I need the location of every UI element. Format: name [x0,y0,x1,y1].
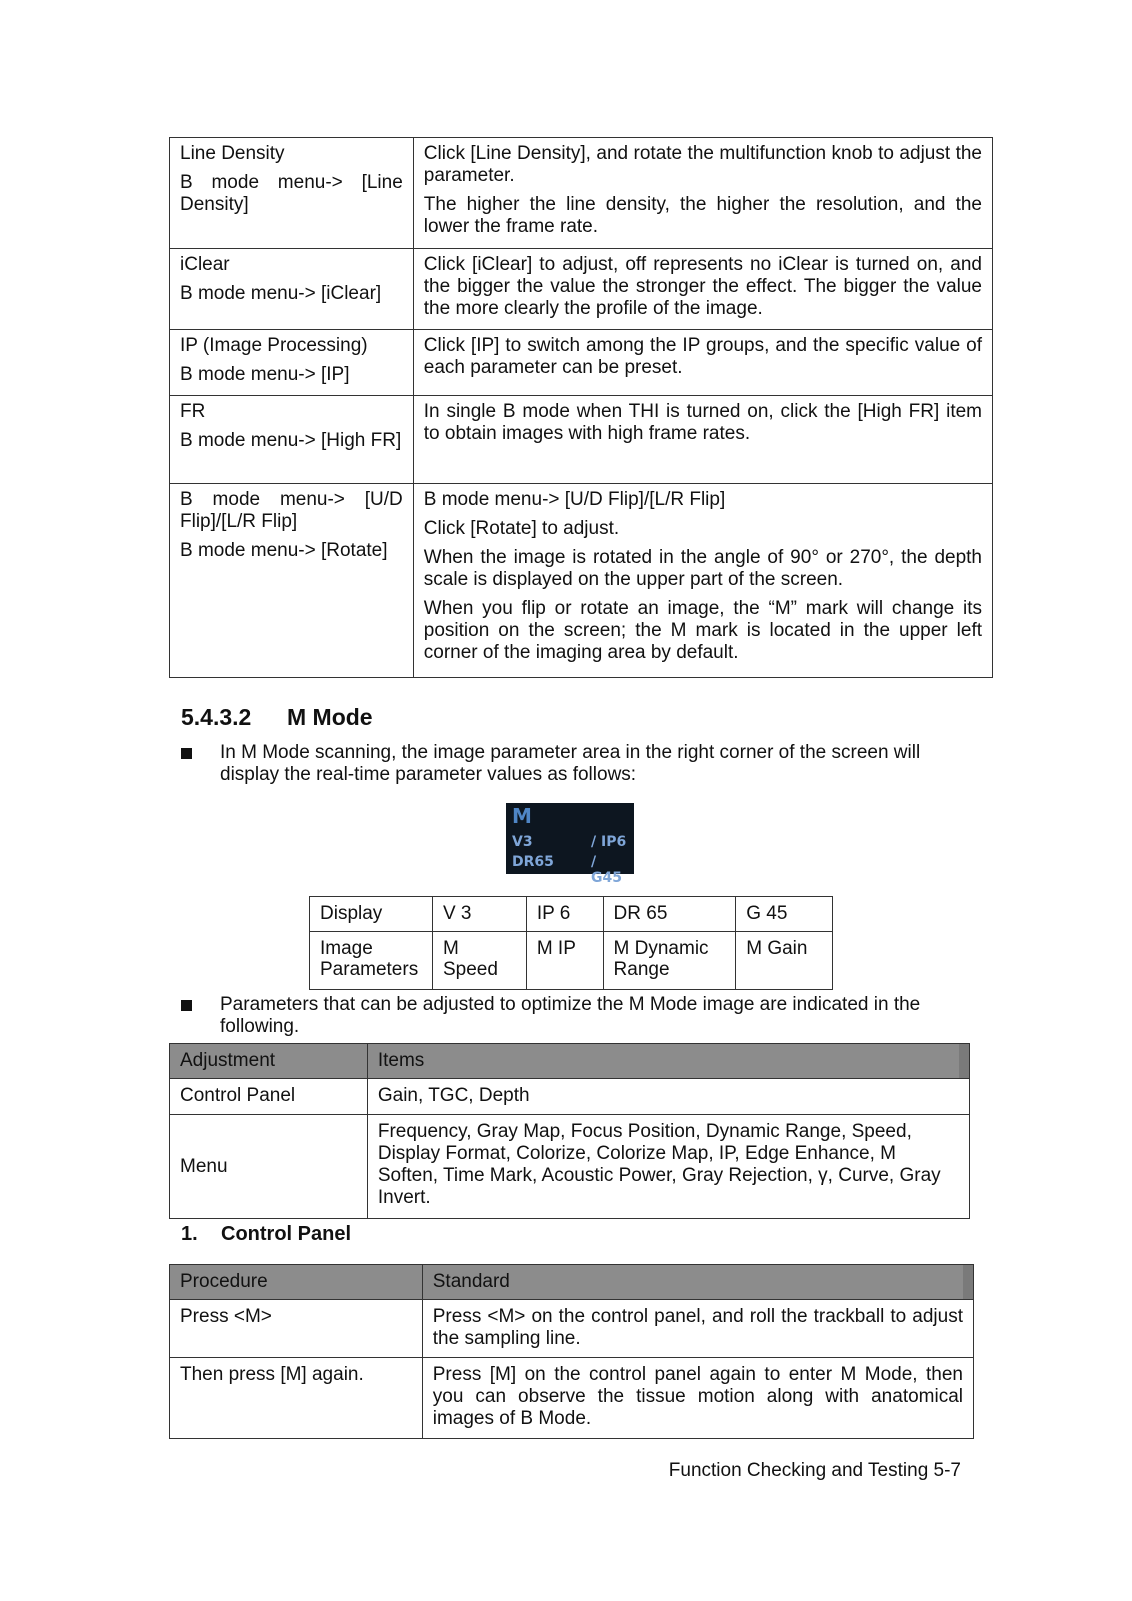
m-mode-adjust-table [169,1043,970,1219]
table-cell: M IP [526,932,603,990]
page-footer: Function Checking and Testing 5-7 [668,1460,961,1481]
param-desc-cell: Click [IP] to switch among the IP groups, and the specific value of each parameter can be preset. [413,330,992,396]
procedure-table [169,1264,974,1439]
table-cell: Press [M] on the control panel again to enter M Mode, then you can observe the tissue motion along with anatomical images of B Mode. [422,1358,973,1439]
table-cell: Display [310,897,433,932]
display-params-table [309,896,833,990]
table-row [310,897,833,932]
table-cell: IP 6 [526,897,603,932]
table-cell: DR 65 [603,897,736,932]
table-row [170,1115,970,1219]
table-row [170,484,993,678]
bullet-item: In M Mode scanning, the image parameter area in the right corner of the screen will display the real-time parameter values as follows: [181,742,961,786]
table-cell: Then press [M] again. [170,1358,423,1439]
table-row [170,1358,974,1439]
table-cell: M Speed [432,932,526,990]
m-mode-parameter-display: M V3 / IP6 DR65 / G45 [506,803,634,874]
bullet-square-icon [181,1000,192,1011]
table-row [170,249,993,330]
param-name-cell: Line Density B mode menu-> [Line Density] [170,138,414,249]
table-cell: Control Panel [170,1079,368,1115]
table-cell: G 45 [736,897,833,932]
subsection-heading: 1. Control Panel [181,1223,352,1245]
section-number: 5.4.3.2 [181,704,252,730]
table-row [310,932,833,990]
param-desc-cell: Click [iClear] to adjust, off represents no iClear is turned on, and the bigger the value the stronger the effect. The bigger the value the more clearly the profile of the image. [413,249,992,330]
table-cell: M Dynamic Range [603,932,736,990]
table-row [170,396,993,484]
section-heading [181,704,373,730]
table-cell: Gain, TGC, Depth [367,1079,969,1115]
param-name-cell: IP (Image Processing) B mode menu-> [IP] [170,330,414,396]
table-row [170,1300,974,1358]
table-row [170,330,993,396]
table-cell: Image Parameters [310,932,433,990]
param-desc-cell: In single B mode when THI is turned on, click the [High FR] item to obtain images with high frame rates. [413,396,992,484]
b-mode-params-table [169,137,993,678]
param-desc-cell: Click [Line Density], and rotate the multifunction knob to adjust the parameter. The higher the line density, the higher the resolution, and the lower the frame rate. [413,138,992,249]
table-cell: V 3 [432,897,526,932]
table-cell: M Gain [736,932,833,990]
table-row [170,1079,970,1115]
table-header-row [170,1044,970,1079]
param-name-cell: FR B mode menu-> [High FR] [170,396,414,484]
table-row [170,138,993,249]
table-header-row [170,1265,974,1300]
column-header: Adjustment [170,1044,368,1079]
table-cell: Frequency, Gray Map, Focus Position, Dynamic Range, Speed, Display Format, Colorize, Colorize Map, IP, Edge Enhance, M Soften, Time Mark, Acoustic Power, Gray Rejection, γ, Curve, Gray Invert. [367,1115,969,1219]
column-header: Procedure [170,1265,423,1300]
param-desc-cell: B mode menu-> [U/D Flip]/[L/R Flip] Click [Rotate] to adjust. When the image is rotated in the angle of 90° or 270°, the depth scale is displayed on the upper part of the screen. When you flip or rotate an image, the “M” mark will change its position on the screen; the M mark is located in the upper left corner of the imaging area by default. [413,484,992,678]
section-title: M Mode [287,704,373,730]
bullet-item: Parameters that can be adjusted to optimize the M Mode image are indicated in the following. [181,994,961,1038]
param-name-cell: iClear B mode menu-> [iClear] [170,249,414,330]
table-cell: Press <M> on the control panel, and roll the trackball to adjust the sampling line. [422,1300,973,1358]
column-header: Standard [422,1265,973,1300]
mode-label: M [512,804,532,828]
table-cell: Menu [170,1115,368,1219]
column-header: Items [367,1044,969,1079]
table-cell: Press <M> [170,1300,423,1358]
param-name-cell: B mode menu-> [U/D Flip]/[L/R Flip] B mode menu-> [Rotate] [170,484,414,678]
bullet-square-icon [181,748,192,759]
